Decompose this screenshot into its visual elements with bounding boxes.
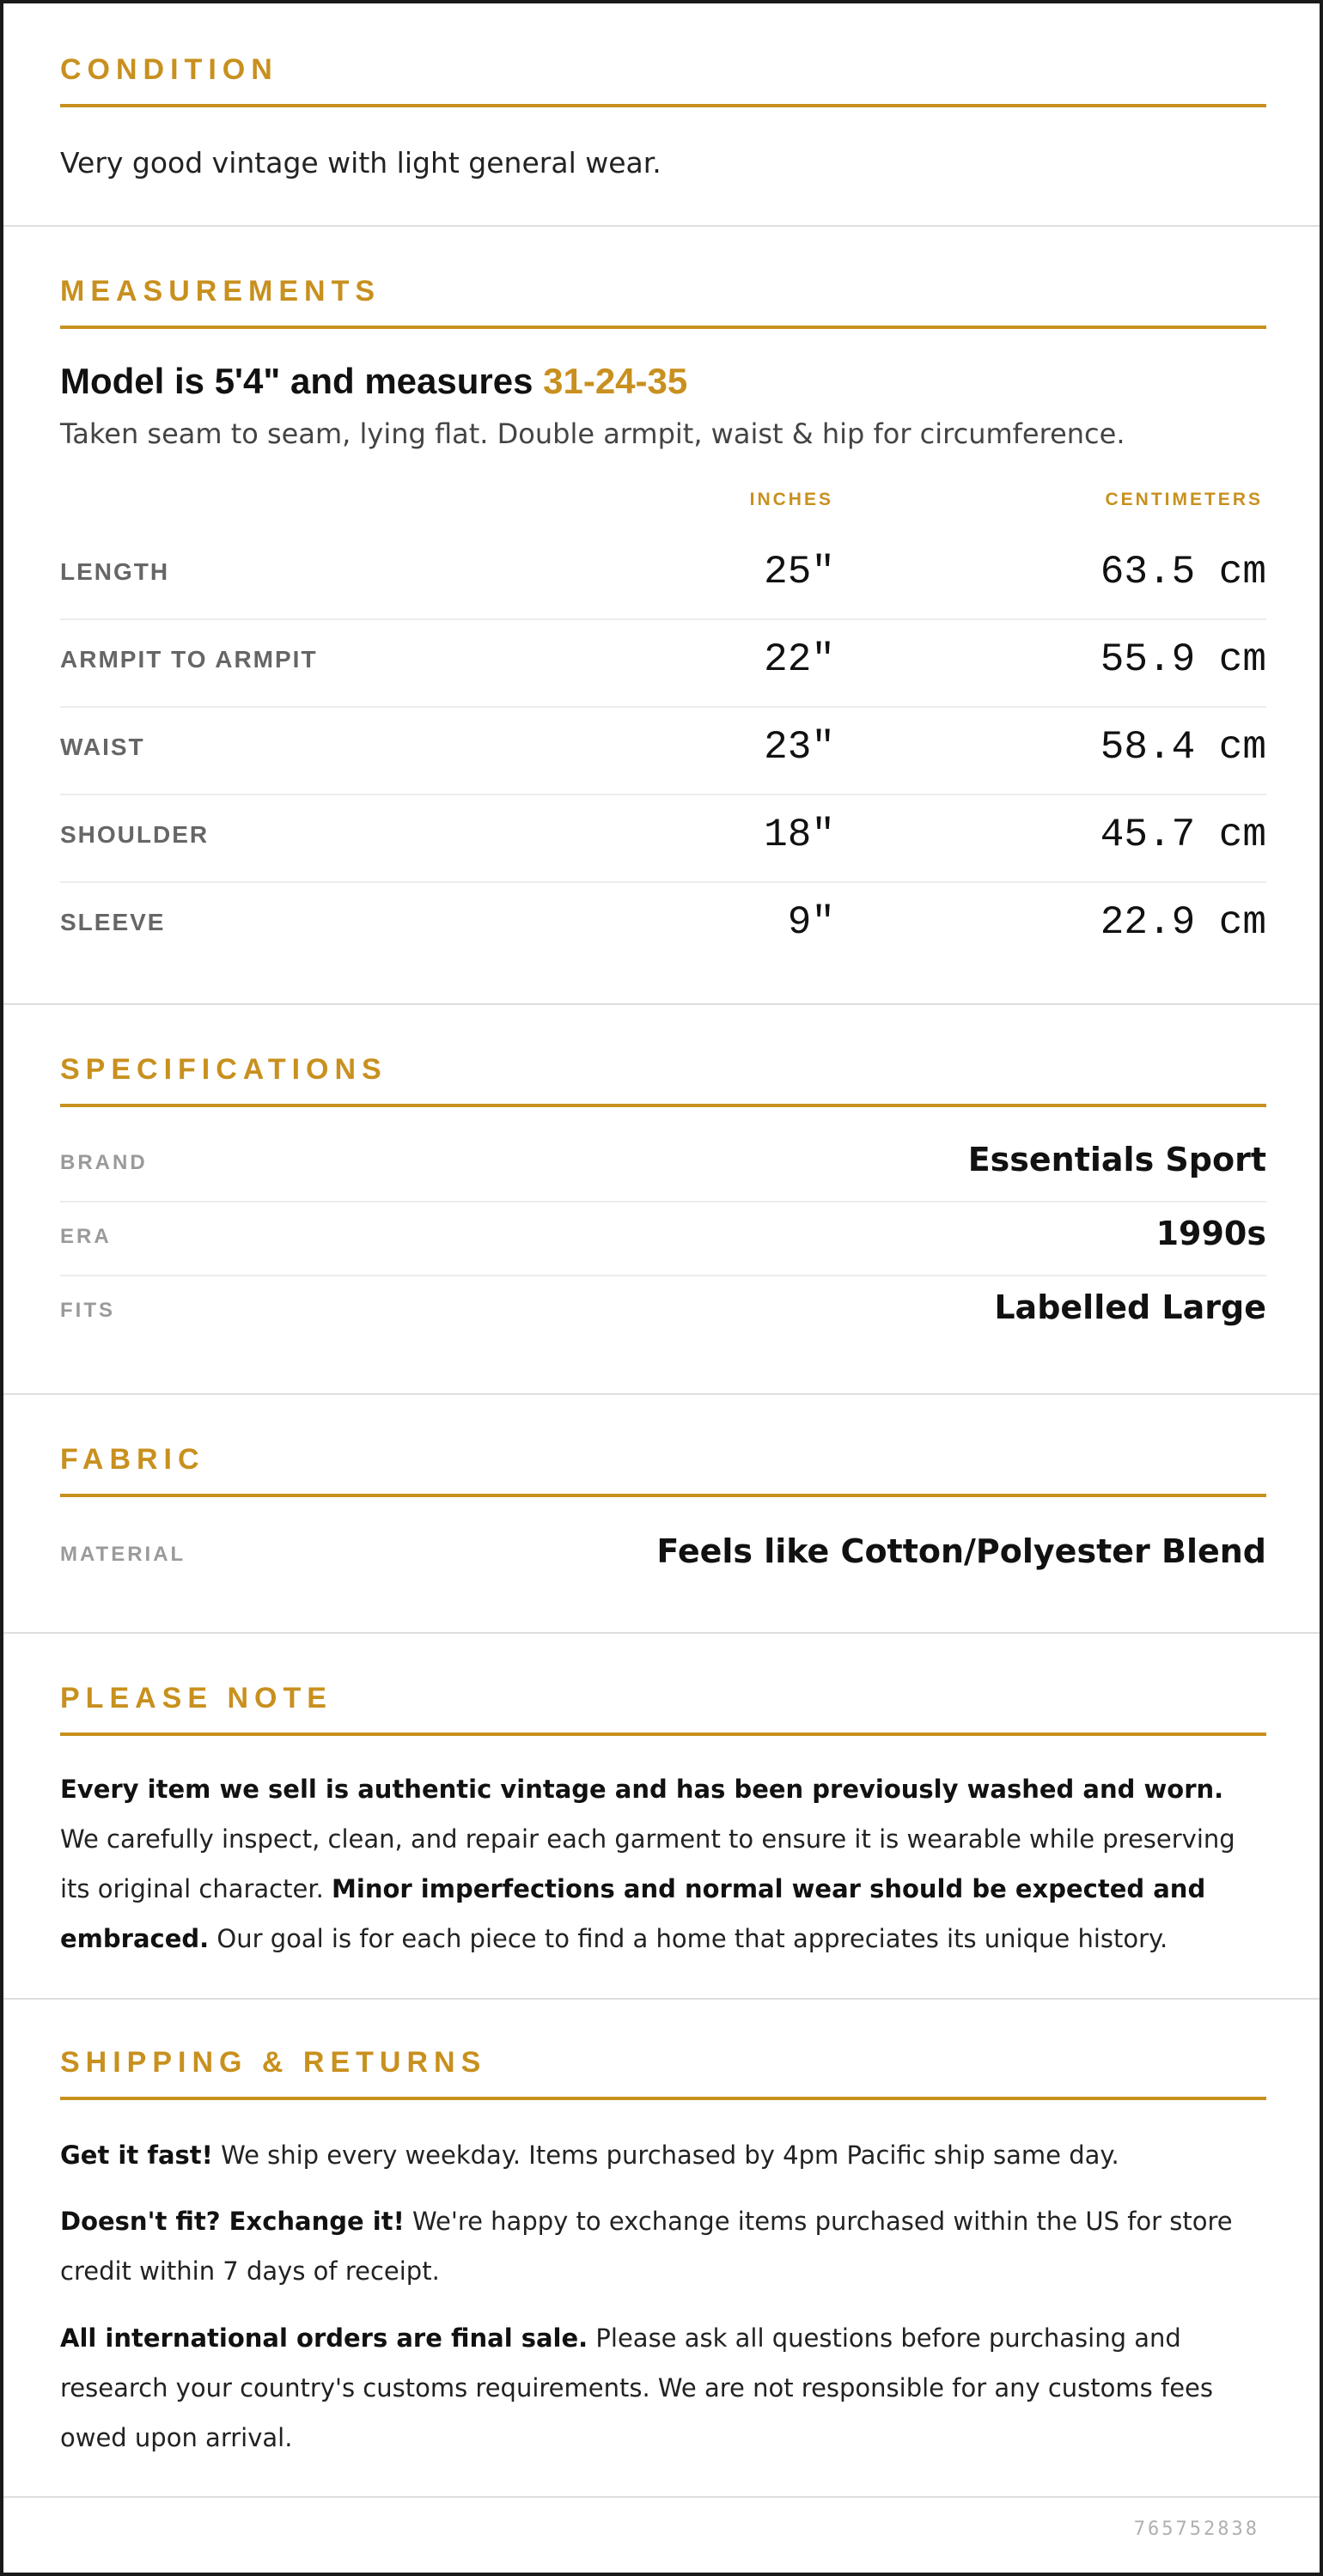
model-measurements: 31-24-35 <box>543 361 688 401</box>
condition-text: Very good vintage with light general wear. <box>60 146 662 180</box>
measurement-note: Taken seam to seam, lying flat. Double armpit, waist & hip for circumference. <box>60 417 1125 450</box>
please-note-heading-rule <box>60 1733 1266 1736</box>
please-note-heading: PLEASE NOTE <box>60 1682 332 1714</box>
specifications-heading: SPECIFICATIONS <box>60 1053 387 1086</box>
measurement-label: SHOULDER <box>60 821 210 848</box>
measurement-cm: 55.9 cm <box>1100 637 1266 682</box>
measurements-heading: MEASUREMENTS <box>60 275 381 308</box>
shipping-section <box>3 2000 1320 2498</box>
spec-value: 1990s <box>1155 1215 1266 1252</box>
column-header-inches: INCHES <box>749 490 833 509</box>
spec-label: FITS <box>60 1299 115 1322</box>
fabric-row-material <box>60 1519 1266 1592</box>
measurement-cm: 58.4 cm <box>1100 725 1266 770</box>
measurement-row-waist <box>60 706 1266 795</box>
shipping-bold: Doesn't fit? Exchange it! <box>60 2207 405 2236</box>
spec-label: ERA <box>60 1225 112 1248</box>
condition-heading-rule <box>60 104 1266 107</box>
please-note-section <box>3 1634 1320 2000</box>
note-text-2: Our goal is for each piece to find a home that appreciates its unique history. <box>209 1924 1168 1953</box>
measurement-row-shoulder <box>60 794 1266 883</box>
shipping-bold: Get it fast! <box>60 2141 213 2170</box>
measurement-inches: 25" <box>764 550 835 594</box>
note-bold-2: Minor imperfections and normal wear should be expected and embraced. <box>60 1874 1206 1953</box>
spec-row-fits <box>60 1275 1266 1349</box>
measurement-row-armpit <box>60 618 1266 708</box>
measurements-section <box>3 227 1320 1005</box>
measurement-label: WAIST <box>60 734 145 760</box>
fabric-section <box>3 1395 1320 1634</box>
condition-section <box>3 3 1320 227</box>
spec-row-era <box>60 1201 1266 1276</box>
fabric-heading: FABRIC <box>60 1443 205 1476</box>
fabric-value: Feels like Cotton/Polyester Blend <box>656 1532 1266 1570</box>
spec-label: BRAND <box>60 1151 148 1174</box>
specifications-heading-rule <box>60 1104 1266 1107</box>
measurement-label: ARMPIT TO ARMPIT <box>60 646 318 673</box>
shipping-text: We're happy to exchange items purchased within the US for store credit within 7 days of receipt. <box>60 2207 1233 2286</box>
spec-value: Labelled Large <box>994 1288 1266 1326</box>
measurement-cm: 45.7 cm <box>1100 813 1266 857</box>
fabric-heading-rule <box>60 1494 1266 1497</box>
measurement-cm: 22.9 cm <box>1100 900 1266 945</box>
specifications-section <box>3 1005 1320 1395</box>
spec-row-brand <box>60 1127 1266 1203</box>
measurement-cm: 63.5 cm <box>1100 550 1266 594</box>
shipping-paragraph-exchange <box>60 2196 1266 2296</box>
sku-number: 765752838 <box>1133 2518 1259 2540</box>
measurement-label: SLEEVE <box>60 909 166 935</box>
model-statement <box>60 361 687 402</box>
note-text-1: We carefully inspect, clean, and repair each garment to ensure it is wearable while preserving its original character. <box>60 1824 1235 1903</box>
measurement-inches: 23" <box>764 725 835 770</box>
please-note-paragraph <box>60 1764 1266 1964</box>
condition-heading: CONDITION <box>60 53 278 86</box>
shipping-text: Please ask all questions before purchasing and research your country's customs requirements. We are not responsible for any customs fees owed upon arrival. <box>60 2323 1213 2452</box>
measurement-label: LENGTH <box>60 558 170 585</box>
shipping-heading-rule <box>60 2097 1266 2100</box>
shipping-text: We ship every weekday. Items purchased by 4pm Pacific ship same day. <box>212 2141 1119 2170</box>
spec-value: Essentials Sport <box>967 1141 1266 1178</box>
model-prefix: Model is 5'4" and measures <box>60 361 544 401</box>
shipping-bold: All international orders are final sale. <box>60 2323 588 2353</box>
shipping-paragraph-fast <box>60 2130 1266 2180</box>
shipping-heading: SHIPPING & RETURNS <box>60 2046 487 2079</box>
measurement-inches: 18" <box>764 813 835 857</box>
measurement-inches: 9" <box>787 900 835 945</box>
shipping-paragraph-international <box>60 2313 1266 2463</box>
measurement-inches: 22" <box>764 637 835 682</box>
measurement-row-length <box>60 531 1266 620</box>
fabric-label: MATERIAL <box>60 1543 186 1566</box>
measurement-row-sleeve <box>60 881 1266 969</box>
column-header-centimeters: CENTIMETERS <box>1105 490 1263 509</box>
measurements-heading-rule <box>60 326 1266 329</box>
note-bold-1: Every item we sell is authentic vintage and has been previously washed and worn. <box>60 1775 1224 1804</box>
